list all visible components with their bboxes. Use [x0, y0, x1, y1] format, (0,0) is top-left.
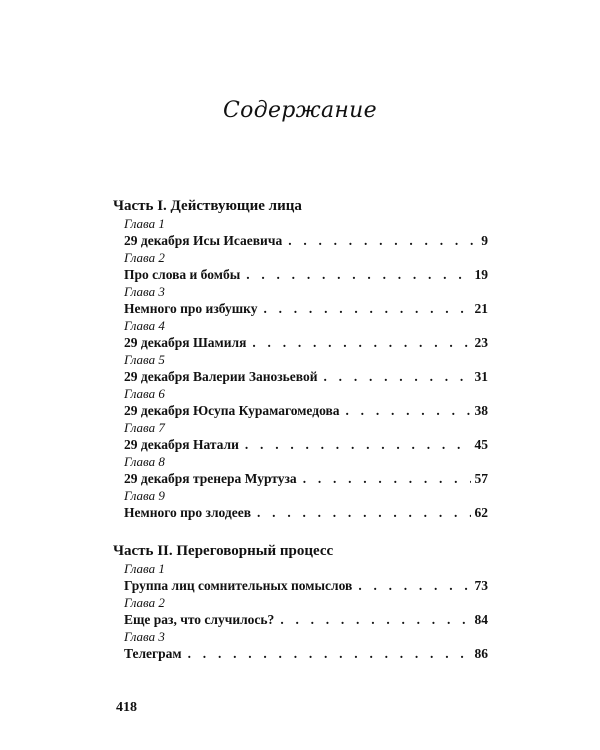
chapter-title: 29 декабря Шамиля [124, 335, 247, 350]
toc-entry[interactable] [124, 402, 488, 420]
toc-entry[interactable] [124, 504, 488, 522]
dot-leader [245, 436, 471, 454]
table-of-contents [113, 196, 488, 663]
chapter-label: Глава 1 [124, 216, 165, 231]
toc-entry[interactable] [124, 334, 488, 352]
toc-heading: Содержание [223, 98, 377, 123]
chapter-title: 29 декабря Юсупа Курамагомедова [124, 403, 340, 418]
dot-leader [280, 611, 470, 629]
dot-leader [346, 402, 471, 420]
toc-entry[interactable] [124, 470, 488, 488]
dot-leader [263, 300, 470, 318]
part-heading-1: Часть I. Действующие лица [113, 198, 302, 214]
toc-entry[interactable] [124, 611, 488, 629]
toc-entry[interactable] [124, 645, 488, 663]
chapter-label: Глава 6 [124, 386, 165, 401]
dot-leader [188, 645, 471, 663]
chapter-label: Глава 4 [124, 318, 165, 333]
chapter-title: Немного про избушку [124, 301, 258, 316]
chapter-title: Немного про злодеев [124, 505, 252, 520]
dot-leader [257, 504, 470, 522]
toc-entry[interactable] [124, 577, 488, 595]
chapter-title: Еще раз, что случилось? [124, 612, 275, 627]
page-number: 57 [474, 471, 488, 486]
page-number: 19 [474, 267, 488, 282]
page-number: 86 [474, 646, 488, 661]
dot-leader [252, 334, 470, 352]
toc-entry[interactable] [124, 436, 488, 454]
chapter-title: 29 декабря Натали [124, 437, 239, 452]
chapter-label: Глава 5 [124, 352, 165, 367]
page-number: 73 [474, 578, 488, 593]
chapter-title: Телеграм [124, 646, 182, 661]
chapter-title: Группа лиц сомнительных помыслов [124, 578, 353, 593]
chapter-title: Про слова и бомбы [124, 267, 241, 282]
dot-leader [324, 368, 471, 386]
chapter-label: Глава 7 [124, 420, 165, 435]
chapter-label: Глава 8 [124, 454, 165, 469]
page-number: 62 [474, 505, 488, 520]
toc-entry[interactable] [124, 300, 488, 318]
page-number: 23 [474, 335, 488, 350]
folio-page-number: 418 [116, 700, 137, 715]
chapter-title: 29 декабря Валерии Занозьевой [124, 369, 318, 384]
part-heading-2: Часть II. Переговорный процесс [113, 543, 334, 559]
dot-leader [288, 232, 477, 250]
chapter-label: Глава 3 [124, 629, 165, 644]
dot-leader [303, 470, 471, 488]
chapter-label: Глава 3 [124, 284, 165, 299]
page-number: 31 [474, 369, 488, 384]
toc-entry[interactable] [124, 368, 488, 386]
page-number: 9 [481, 233, 488, 248]
toc-entry[interactable] [124, 232, 488, 250]
page-number: 38 [474, 403, 488, 418]
chapter-label: Глава 9 [124, 488, 165, 503]
dot-leader [358, 577, 470, 595]
page-number: 84 [474, 612, 488, 627]
toc-entry[interactable] [124, 266, 488, 284]
dot-leader [246, 266, 470, 284]
chapter-title: 29 декабря тренера Муртуза [124, 471, 297, 486]
page-number: 45 [474, 437, 488, 452]
chapter-label: Глава 2 [124, 595, 165, 610]
chapter-label: Глава 1 [124, 561, 165, 576]
chapter-title: 29 декабря Исы Исаевича [124, 233, 283, 248]
page-number: 21 [474, 301, 488, 316]
chapter-label: Глава 2 [124, 250, 165, 265]
